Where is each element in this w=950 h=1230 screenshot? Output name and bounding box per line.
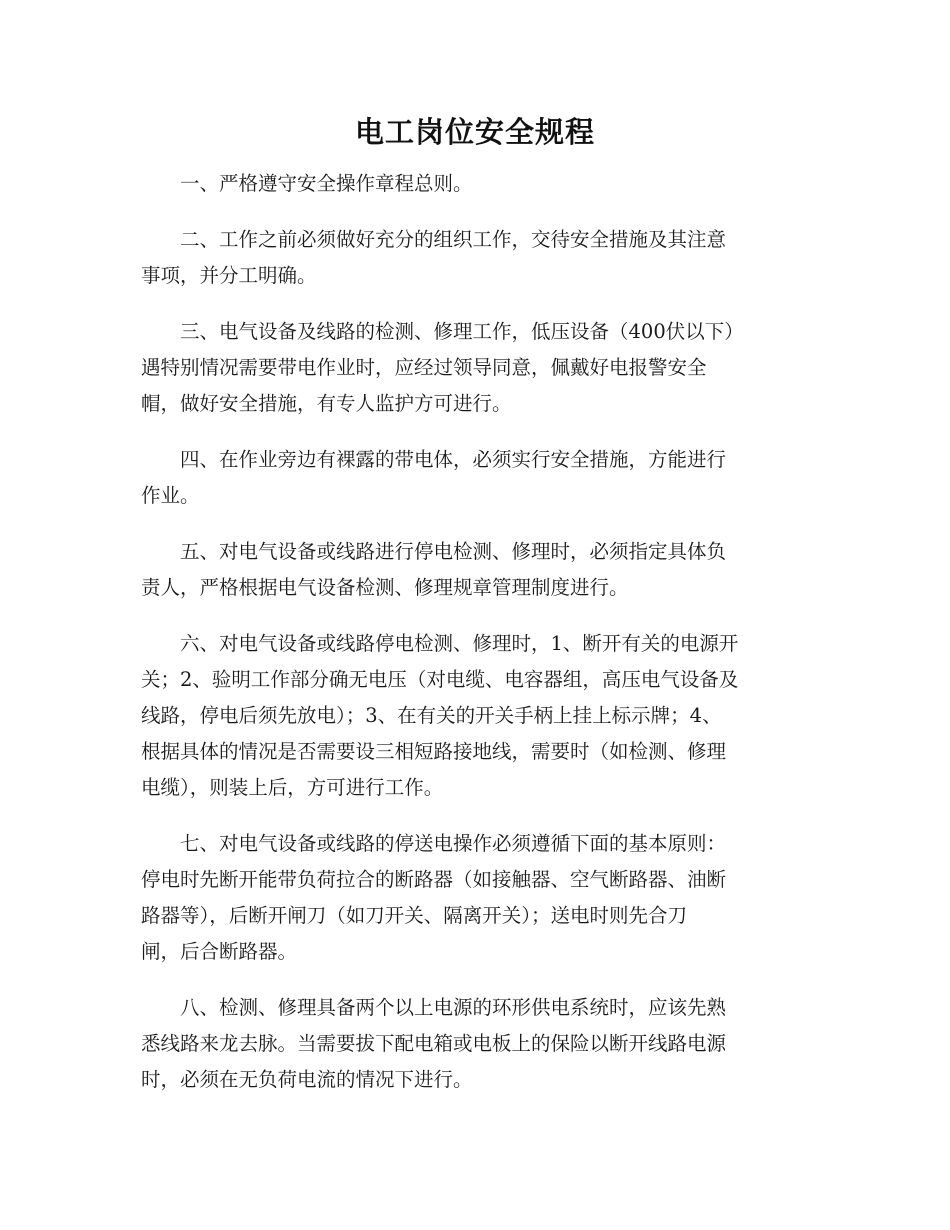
paragraph-line: 六、对电气设备或线路停电检测、修理时，1、断开有关的电源开 <box>180 632 739 655</box>
paragraph-line: 根据具体的情况是否需要设三相短路接地线，需要时（如检测、修理 <box>141 740 727 763</box>
paragraph-line: 电缆），则装上后，方可进行工作。 <box>141 776 444 799</box>
paragraph-6 <box>141 626 806 806</box>
paragraph-line: 二、工作之前必须做好充分的组织工作，交待安全措施及其注意 <box>180 228 727 251</box>
paragraph-3 <box>141 314 806 422</box>
paragraph-line: 事项，并分工明确。 <box>141 264 317 287</box>
paragraph-line: 三、电气设备及线路的检测、修理工作，低压设备（400伏以下） <box>180 320 744 343</box>
paragraph-4 <box>141 442 806 514</box>
paragraph-7 <box>141 826 806 970</box>
paragraph-line: 时，必须在无负荷电流的情况下进行。 <box>141 1068 473 1091</box>
paragraph-line: 悉线路来龙去脉。当需要拔下配电箱或电板上的保险以断开线路电源 <box>141 1032 727 1055</box>
paragraph-line: 七、对电气设备或线路的停送电操作必须遵循下面的基本原则： <box>180 832 727 855</box>
paragraph-line: 责人，严格根据电气设备检测、修理规章管理制度进行。 <box>141 576 629 599</box>
paragraph-line: 帽，做好安全措施，有专人监护方可进行。 <box>141 392 512 415</box>
paragraph-line: 作业。 <box>141 484 200 507</box>
paragraph-8 <box>141 990 806 1098</box>
paragraph-line: 遇特别情况需要带电作业时，应经过领导同意，佩戴好电报警安全 <box>141 356 707 379</box>
paragraph-line: 一、严格遵守安全操作章程总则。 <box>180 172 473 195</box>
paragraph-5 <box>141 534 806 606</box>
paragraph-line: 五、对电气设备或线路进行停电检测、修理时，必须指定具体负 <box>180 540 727 563</box>
paragraph-line: 关；2、验明工作部分确无电压（对电缆、电容器组，高压电气设备及 <box>141 668 739 691</box>
paragraph-line: 四、在作业旁边有裸露的带电体，必须实行安全措施，方能进行 <box>180 448 727 471</box>
document-title: 电工岗位安全规程 <box>354 115 595 149</box>
paragraph-2 <box>141 222 806 294</box>
document-body <box>141 166 806 1118</box>
paragraph-line: 线路，停电后须先放电）；3、在有关的开关手柄上挂上标示牌；4、 <box>141 704 722 727</box>
paragraph-1 <box>141 166 806 202</box>
paragraph-line: 停电时先断开能带负荷拉合的断路器（如接触器、空气断路器、油断 <box>141 868 727 891</box>
paragraph-line: 闸，后合断路器。 <box>141 940 298 963</box>
paragraph-line: 八、检测、修理具备两个以上电源的环形供电系统时，应该先熟 <box>180 996 727 1019</box>
paragraph-line: 路器等），后断开闸刀（如刀开关、隔离开关）；送电时则先合刀 <box>141 904 688 927</box>
